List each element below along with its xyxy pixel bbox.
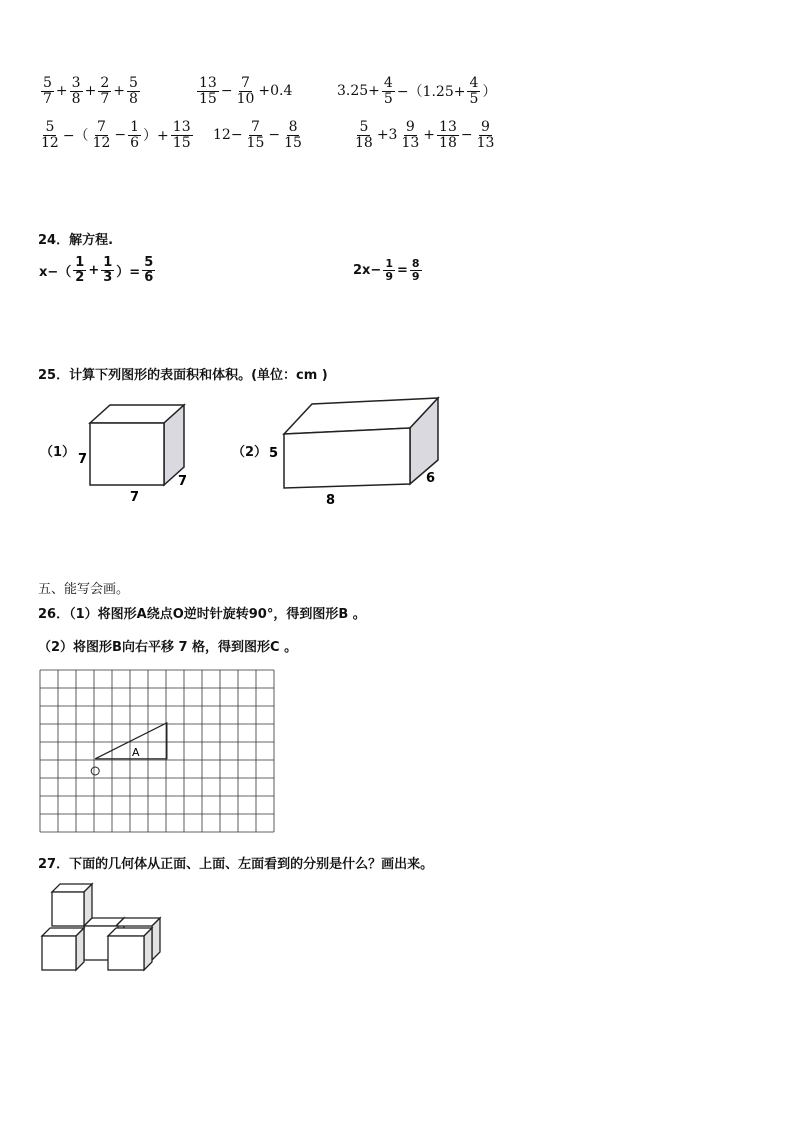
fraction: $\frac{5}{7}$: [43, 75, 52, 107]
cube-figure-1: [60, 395, 200, 505]
fraction: $\frac{13}{18}$: [439, 119, 457, 151]
equation-1: x−（ $\frac{1}{2}$ + $\frac{1}{3}$ ）= $\frac{5}{6}$: [39, 255, 154, 285]
question-25-title: 25．计算下列图形的表面积和体积。(单位：cm ): [38, 368, 328, 383]
fraction: $\frac{4}{5}$: [469, 75, 479, 107]
fraction: $\frac{13}{15}$: [199, 75, 217, 107]
figure-2-left-label: 5: [269, 446, 279, 461]
point-o-marker: [91, 767, 99, 775]
calc-expression-4: $\frac{5}{12}$ −（ $\frac{7}{12}$ − $\frac{1}{6}$ ）+ $\frac{13}{15}$: [41, 119, 191, 151]
equation-2: 2x− $\frac{1}{9}$ = $\frac{8}{9}$: [353, 257, 420, 283]
figure-1-depth-label: 7: [178, 474, 188, 489]
calc-expression-6: $\frac{5}{18}$ +3 $\frac{9}{13}$ + $\frac{13}{18}$ − $\frac{9}{13}$: [355, 119, 495, 151]
figure-1-left-label: 7: [78, 452, 88, 467]
section-5-title: 五、能写会画。: [38, 582, 130, 597]
rotation-grid[interactable]: [38, 668, 278, 834]
fraction: $\frac{1}{9}$: [385, 257, 393, 283]
shape-a-triangle: [95, 723, 167, 759]
fraction: $\frac{7}{10}$: [236, 75, 255, 107]
calc-expression-2: $\frac{13}{15}$ − $\frac{7}{10}$ +0.4: [199, 75, 293, 107]
fraction: $\frac{13}{15}$: [172, 119, 191, 151]
figure-1-bottom-label: 7: [130, 490, 140, 505]
figure-2-depth-label: 6: [426, 471, 436, 486]
fraction: $\frac{5}{12}$: [41, 119, 59, 151]
question-24-title: 24．解方程.: [38, 233, 114, 248]
question-26-part1: 26．（1）将图形A绕点O逆时针旋转90°，得到图形B 。: [38, 607, 366, 622]
fraction: $\frac{7}{15}$: [246, 119, 265, 151]
figure-1-label: （1）: [40, 445, 76, 460]
fraction: $\frac{1}{2}$: [75, 255, 85, 285]
fraction: $\frac{1}{6}$: [130, 119, 140, 151]
fraction: $\frac{3}{8}$: [71, 75, 81, 107]
fraction: $\frac{1}{3}$: [103, 255, 113, 285]
fraction: $\frac{5}{8}$: [128, 75, 138, 107]
calc-expression-1: $\frac{5}{7}$ + $\frac{3}{8}$ + $\frac{2}{7}$ + $\frac{5}{8}$: [43, 75, 138, 107]
point-o-label: O: [91, 767, 99, 778]
calc-expression-3: 3.25+ $\frac{4}{5}$ −（1.25+ $\frac{4}{5}$ ）: [337, 75, 497, 107]
question-27-title: 27．下面的几何体从正面、上面、左面看到的分别是什么？画出来。: [38, 857, 434, 872]
cube-front-left: [42, 928, 84, 970]
cube-front-right: [108, 928, 152, 970]
fraction: $\frac{2}{7}$: [100, 75, 110, 107]
calc-expression-5: 12− $\frac{7}{15}$ − $\frac{8}{15}$: [213, 119, 302, 151]
figure-2-label: （2）: [232, 445, 268, 460]
fraction: $\frac{7}{12}$: [92, 119, 111, 151]
fraction: $\frac{9}{13}$: [476, 119, 495, 151]
fraction: $\frac{8}{9}$: [411, 257, 420, 283]
cube-stack-solid: [38, 880, 168, 974]
cuboid-figure-2: [262, 390, 452, 510]
fraction: $\frac{5}{18}$: [355, 119, 373, 151]
fraction: $\frac{8}{15}$: [284, 119, 302, 151]
cube-top: [52, 884, 92, 926]
fraction: $\frac{9}{13}$: [401, 119, 420, 151]
figure-2-bottom-label: 8: [326, 493, 336, 508]
fraction: $\frac{5}{6}$: [144, 255, 154, 285]
shape-a-label: A: [132, 746, 140, 759]
fraction: $\frac{4}{5}$: [383, 75, 393, 107]
question-26-part2: （2）将图形B向右平移 7 格，得到图形C 。: [38, 640, 298, 655]
grid-lines: [40, 670, 274, 832]
